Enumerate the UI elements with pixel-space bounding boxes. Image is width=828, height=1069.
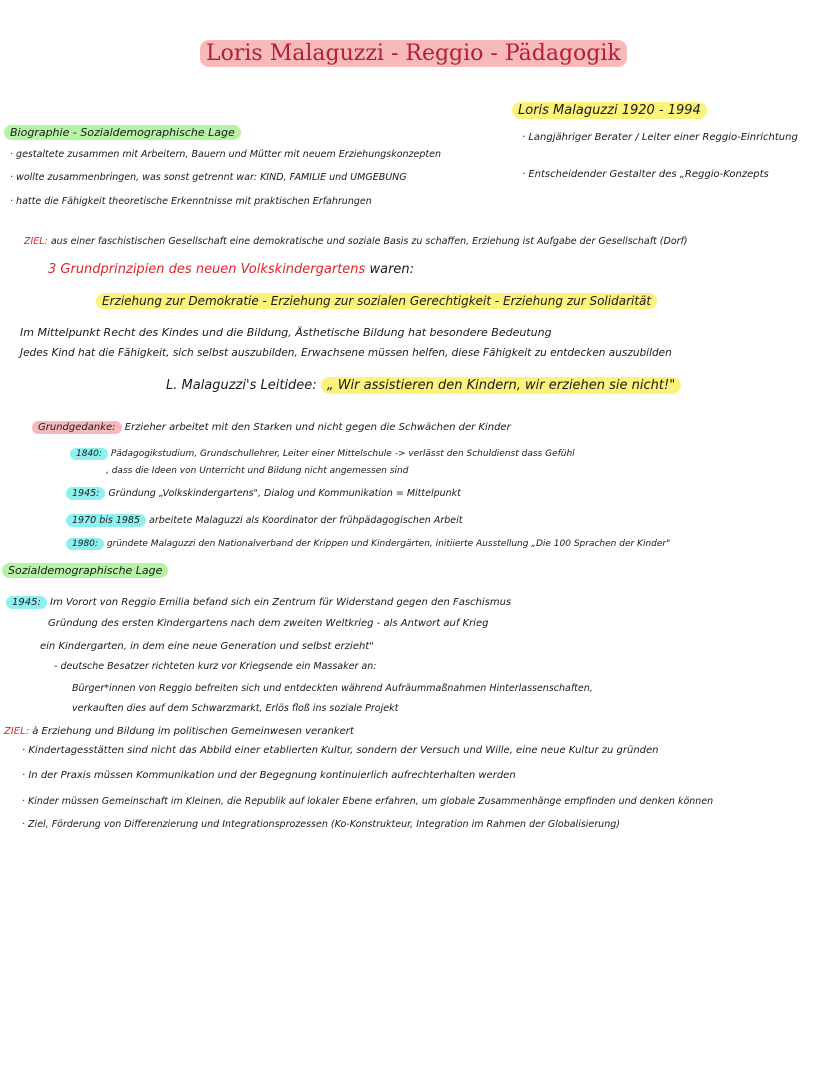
social-heading: Sozialdemographische Lage [2, 564, 168, 578]
motto: L. Malaguzzi's Leitidee: „ Wir assistieren den Kindern, wir erziehen sie nicht!" [166, 377, 681, 395]
goal2-item: · In der Praxis müssen Kommunikation und der Begegnung kontinuierlich aufrechterhalten werden [22, 770, 516, 781]
basic-idea: Grundgedanke: Erzieher arbeitet mit den Starken und nicht gegen die Schwächen der Kinder [32, 421, 511, 435]
timeline-item-cont: , dass die Ideen von Unterricht und Bildung nicht angemessen sind [106, 466, 409, 476]
center-line: Jedes Kind hat die Fähigkeit, sich selbst auszubilden, Erwachsene müssen helfen, diese Fähigkeit zu entdecken auszubilden [20, 347, 672, 359]
social-line: Gründung des ersten Kindergartens nach dem zweiten Weltkrieg - als Antwort auf Krieg [48, 618, 489, 629]
bio-heading: Loris Malaguzzi 1920 - 1994 [512, 102, 707, 120]
social-line: verkauften dies auf dem Schwarzmarkt, Erlös floß ins soziale Projekt [72, 703, 399, 714]
goal2-item: · Kindertagesstätten sind nicht das Abbild einer etablierten Kultur, sondern der Versuch und Wille, eine neue Kultur zu gründen [22, 745, 659, 756]
social-line: ein Kindergarten, in dem eine neue Generation und selbst erzieht" [40, 641, 374, 652]
principles-heading: 3 Grundprinzipien des neuen Volkskindergartens waren: [48, 262, 415, 277]
goal2-item: · Ziel, Förderung von Differenzierung und Integrationsprozessen (Ko-Konstrukteur, Integration im Rahmen der Globalisierung) [22, 819, 620, 830]
social-line: 1945: Im Vorort von Reggio Emilia befand sich ein Zentrum für Widerstand gegen den Faschismus [6, 596, 511, 610]
social-line: Bürger*innen von Reggio befreiten sich und entdeckten während Aufräummaßnahmen Hinterlassenschaften, [72, 683, 593, 694]
center-line: Im Mittelpunkt Recht des Kindes und die Bildung, Ästhetische Bildung hat besondere Bedeutung [20, 326, 552, 339]
timeline-item: 1980: gründete Malaguzzi den Nationalverband der Krippen und Kindergärten, initiierte Ausstellung „Die 100 Sprachen der Kinder" [66, 537, 670, 551]
goal-line: ZIEL: aus einer faschistischen Gesellschaft eine demokratische und soziale Basis zu schaffen, Erziehung ist Aufgabe der Gesellschaft (Dorf) [24, 236, 688, 247]
goal2-item: · Kinder müssen Gemeinschaft im Kleinen, die Republik auf lokaler Ebene erfahren, um globale Zusammenhänge empfinden und denken können [22, 796, 714, 807]
timeline-item: 1970 bis 1985 arbeitete Malaguzzi als Koordinator der frühpädagogischen Arbeit [66, 514, 462, 528]
bio-item: · Entscheidender Gestalter des „Reggio-Konzepts [522, 169, 769, 180]
bio-item: · Langjähriger Berater / Leiter einer Reggio-Einrichtung [522, 132, 798, 143]
page-title: Loris Malaguzzi - Reggio - Pädagogik [200, 40, 627, 68]
biography-item: · wollte zusammenbringen, was sonst getrennt war: KIND, FAMILIE und UMGEBUNG [10, 172, 407, 183]
principles-line: Erziehung zur Demokratie - Erziehung zur sozialen Gerechtigkeit - Erziehung zur Solidarität [96, 292, 657, 310]
biography-item: · hatte die Fähigkeit theoretische Erkenntnisse mit praktischen Erfahrungen [10, 196, 372, 207]
goal2-line: ZIEL: à Erziehung und Bildung im politischen Gemeinwesen verankert [4, 726, 354, 737]
timeline-item: 1840: Pädagogikstudium, Grundschullehrer, Leiter einer Mittelschule -> verlässt den Schuldienst dass Gefühl [70, 447, 575, 461]
biography-heading: Biographie - Sozialdemographische Lage [4, 126, 241, 140]
social-line: - deutsche Besatzer richteten kurz vor Kriegsende ein Massaker an: [54, 661, 377, 672]
biography-item: · gestaltete zusammen mit Arbeitern, Bauern und Mütter mit neuem Erziehungskonzepten [10, 149, 442, 160]
timeline-item: 1945: Gründung „Volkskindergartens", Dialog und Kommunikation = Mittelpunkt [66, 487, 461, 501]
